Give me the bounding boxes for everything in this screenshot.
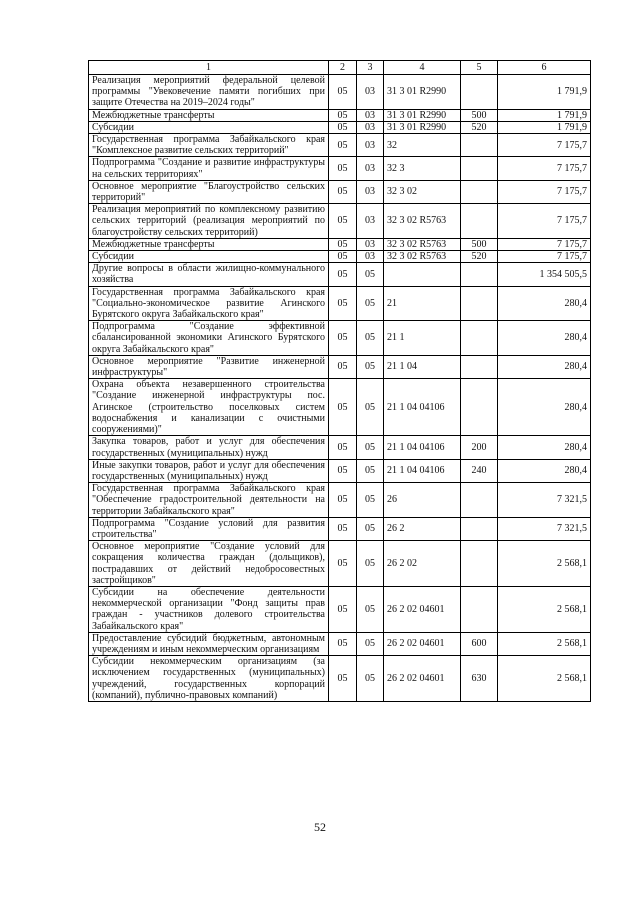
cell-amount: 2 568,1 bbox=[498, 632, 591, 655]
cell-name: Основное мероприятие "Создание условий для сокращения количества граждан (дольщиков), пострадавших от действий недобросовестных застройщиков" bbox=[89, 541, 329, 587]
cell-expense-type bbox=[461, 321, 498, 356]
cell-expense-type: 240 bbox=[461, 459, 498, 482]
cell-section: 05 bbox=[329, 656, 357, 702]
cell-target-article: 21 1 04 04106 bbox=[384, 379, 461, 436]
cell-section: 05 bbox=[329, 459, 357, 482]
cell-subsection: 03 bbox=[357, 251, 384, 263]
cell-amount: 280,4 bbox=[498, 459, 591, 482]
table-row bbox=[89, 75, 591, 110]
table-row bbox=[89, 109, 591, 121]
table-row bbox=[89, 632, 591, 655]
table-row bbox=[89, 586, 591, 632]
cell-name: Охрана объекта незавершенного строительства "Создание инженерной инфраструктуры пос. Агинское (строительство поселковых систем водоснабжения и канализации с очистными сооружениями)" bbox=[89, 379, 329, 436]
cell-section: 05 bbox=[329, 379, 357, 436]
cell-section: 05 bbox=[329, 157, 357, 180]
table-row bbox=[89, 204, 591, 239]
cell-amount: 7 175,7 bbox=[498, 157, 591, 180]
cell-name: Субсидии bbox=[89, 121, 329, 133]
cell-section: 05 bbox=[329, 263, 357, 286]
cell-amount: 2 568,1 bbox=[498, 656, 591, 702]
cell-section: 05 bbox=[329, 483, 357, 518]
table-row bbox=[89, 157, 591, 180]
cell-section: 05 bbox=[329, 586, 357, 632]
cell-amount: 1 354 505,5 bbox=[498, 263, 591, 286]
cell-target-article: 31 3 01 R2990 bbox=[384, 109, 461, 121]
cell-name: Другие вопросы в области жилищно-коммунального хозяйства bbox=[89, 263, 329, 286]
table-row bbox=[89, 121, 591, 133]
cell-expense-type: 520 bbox=[461, 121, 498, 133]
cell-expense-type: 200 bbox=[461, 436, 498, 459]
cell-name: Предоставление субсидий бюджетным, автономным учреждениям и иным некоммерческим организациям bbox=[89, 632, 329, 655]
cell-target-article: 26 bbox=[384, 483, 461, 518]
cell-target-article: 26 2 02 bbox=[384, 541, 461, 587]
cell-subsection: 05 bbox=[357, 459, 384, 482]
cell-expense-type bbox=[461, 180, 498, 203]
header-col-3: 3 bbox=[357, 61, 384, 75]
table-row bbox=[89, 180, 591, 203]
cell-name: Государственная программа Забайкальского края "Социально-экономическое развитие Агинского Бурятского округа Забайкальского края" bbox=[89, 286, 329, 321]
cell-name: Субсидии bbox=[89, 251, 329, 263]
table-row bbox=[89, 355, 591, 378]
cell-section: 05 bbox=[329, 75, 357, 110]
cell-section: 05 bbox=[329, 632, 357, 655]
cell-section: 05 bbox=[329, 517, 357, 540]
budget-table-sheet bbox=[88, 60, 590, 702]
header-col-6: 6 bbox=[498, 61, 591, 75]
table-row bbox=[89, 517, 591, 540]
cell-subsection: 05 bbox=[357, 263, 384, 286]
cell-subsection: 05 bbox=[357, 355, 384, 378]
cell-subsection: 03 bbox=[357, 238, 384, 250]
cell-expense-type: 630 bbox=[461, 656, 498, 702]
cell-target-article: 32 3 02 R5763 bbox=[384, 251, 461, 263]
cell-subsection: 05 bbox=[357, 632, 384, 655]
cell-amount: 7 321,5 bbox=[498, 483, 591, 518]
cell-target-article: 32 3 02 R5763 bbox=[384, 238, 461, 250]
cell-name: Основное мероприятие "Благоустройство сельских территорий" bbox=[89, 180, 329, 203]
cell-target-article: 32 3 02 bbox=[384, 180, 461, 203]
cell-target-article: 26 2 bbox=[384, 517, 461, 540]
cell-subsection: 05 bbox=[357, 286, 384, 321]
cell-expense-type: 500 bbox=[461, 109, 498, 121]
cell-subsection: 03 bbox=[357, 204, 384, 239]
cell-expense-type: 500 bbox=[461, 238, 498, 250]
cell-name: Подпрограмма "Создание эффективной сбалансированной экономики Агинского Бурятского округа Забайкальского края" bbox=[89, 321, 329, 356]
cell-name: Закупка товаров, работ и услуг для обеспечения государственных (муниципальных) нужд bbox=[89, 436, 329, 459]
cell-subsection: 05 bbox=[357, 541, 384, 587]
cell-name: Реализация мероприятий по комплексному развитию сельских территорий (реализация мероприятий по благоустройству сельских территорий) bbox=[89, 204, 329, 239]
cell-expense-type bbox=[461, 517, 498, 540]
cell-target-article: 32 3 bbox=[384, 157, 461, 180]
cell-amount: 2 568,1 bbox=[498, 541, 591, 587]
table-row bbox=[89, 251, 591, 263]
header-col-1: 1 bbox=[89, 61, 329, 75]
cell-subsection: 05 bbox=[357, 586, 384, 632]
cell-target-article: 26 2 02 04601 bbox=[384, 632, 461, 655]
cell-expense-type bbox=[461, 286, 498, 321]
cell-amount: 280,4 bbox=[498, 321, 591, 356]
cell-section: 05 bbox=[329, 436, 357, 459]
cell-expense-type bbox=[461, 483, 498, 518]
cell-subsection: 03 bbox=[357, 75, 384, 110]
cell-subsection: 03 bbox=[357, 121, 384, 133]
cell-amount: 280,4 bbox=[498, 355, 591, 378]
cell-target-article: 21 1 04 04106 bbox=[384, 459, 461, 482]
cell-expense-type bbox=[461, 134, 498, 157]
cell-name: Субсидии на обеспечение деятельности некоммерческой организации "Фонд защиты прав граждан - участников долевого строительства Забайкальского края" bbox=[89, 586, 329, 632]
page-number: 52 bbox=[314, 820, 326, 834]
cell-target-article: 31 3 01 R2990 bbox=[384, 121, 461, 133]
cell-section: 05 bbox=[329, 121, 357, 133]
cell-section: 05 bbox=[329, 286, 357, 321]
cell-subsection: 05 bbox=[357, 436, 384, 459]
header-col-5: 5 bbox=[461, 61, 498, 75]
cell-section: 05 bbox=[329, 251, 357, 263]
cell-expense-type bbox=[461, 204, 498, 239]
cell-expense-type bbox=[461, 586, 498, 632]
table-row bbox=[89, 459, 591, 482]
cell-section: 05 bbox=[329, 134, 357, 157]
table-row bbox=[89, 286, 591, 321]
cell-subsection: 03 bbox=[357, 180, 384, 203]
cell-target-article: 21 bbox=[384, 286, 461, 321]
cell-expense-type bbox=[461, 157, 498, 180]
cell-amount: 7 175,7 bbox=[498, 251, 591, 263]
cell-target-article: 21 1 04 04106 bbox=[384, 436, 461, 459]
table-row bbox=[89, 483, 591, 518]
cell-amount: 1 791,9 bbox=[498, 109, 591, 121]
table-row bbox=[89, 656, 591, 702]
table-row bbox=[89, 541, 591, 587]
cell-target-article: 26 2 02 04601 bbox=[384, 586, 461, 632]
cell-amount: 2 568,1 bbox=[498, 586, 591, 632]
cell-name: Иные закупки товаров, работ и услуг для обеспечения государственных (муниципальных) нужд bbox=[89, 459, 329, 482]
cell-subsection: 05 bbox=[357, 321, 384, 356]
cell-target-article: 32 bbox=[384, 134, 461, 157]
cell-subsection: 05 bbox=[357, 517, 384, 540]
header-col-2: 2 bbox=[329, 61, 357, 75]
cell-name: Государственная программа Забайкальского края "Комплексное развитие сельских территорий" bbox=[89, 134, 329, 157]
cell-amount: 7 321,5 bbox=[498, 517, 591, 540]
cell-target-article: 26 2 02 04601 bbox=[384, 656, 461, 702]
table-row bbox=[89, 263, 591, 286]
cell-name: Межбюджетные трансферты bbox=[89, 238, 329, 250]
cell-expense-type bbox=[461, 263, 498, 286]
cell-expense-type bbox=[461, 379, 498, 436]
cell-target-article: 21 1 04 bbox=[384, 355, 461, 378]
cell-name: Межбюджетные трансферты bbox=[89, 109, 329, 121]
cell-target-article bbox=[384, 263, 461, 286]
cell-target-article: 31 3 01 R2990 bbox=[384, 75, 461, 110]
cell-amount: 280,4 bbox=[498, 379, 591, 436]
cell-section: 05 bbox=[329, 238, 357, 250]
cell-section: 05 bbox=[329, 109, 357, 121]
header-col-4: 4 bbox=[384, 61, 461, 75]
cell-amount: 280,4 bbox=[498, 436, 591, 459]
table-row bbox=[89, 134, 591, 157]
cell-subsection: 03 bbox=[357, 134, 384, 157]
cell-name: Субсидии некоммерческим организациям (за исключением государственных (муниципальных) учреждений, государственных корпораций (компаний), публично-правовых компаний) bbox=[89, 656, 329, 702]
cell-expense-type: 520 bbox=[461, 251, 498, 263]
table-row bbox=[89, 238, 591, 250]
cell-section: 05 bbox=[329, 180, 357, 203]
cell-subsection: 05 bbox=[357, 483, 384, 518]
cell-expense-type bbox=[461, 541, 498, 587]
cell-subsection: 05 bbox=[357, 379, 384, 436]
cell-section: 05 bbox=[329, 204, 357, 239]
table-row bbox=[89, 379, 591, 436]
table-row bbox=[89, 436, 591, 459]
cell-subsection: 05 bbox=[357, 656, 384, 702]
cell-name: Подпрограмма "Создание и развитие инфраструктуры на сельских территориях" bbox=[89, 157, 329, 180]
budget-table bbox=[88, 60, 591, 702]
header-row bbox=[89, 61, 591, 75]
cell-subsection: 03 bbox=[357, 109, 384, 121]
cell-target-article: 32 3 02 R5763 bbox=[384, 204, 461, 239]
table-row bbox=[89, 321, 591, 356]
cell-amount: 1 791,9 bbox=[498, 75, 591, 110]
cell-amount: 1 791,9 bbox=[498, 121, 591, 133]
cell-amount: 7 175,7 bbox=[498, 238, 591, 250]
cell-expense-type: 600 bbox=[461, 632, 498, 655]
cell-expense-type bbox=[461, 355, 498, 378]
cell-subsection: 03 bbox=[357, 157, 384, 180]
cell-expense-type bbox=[461, 75, 498, 110]
cell-section: 05 bbox=[329, 321, 357, 356]
cell-amount: 7 175,7 bbox=[498, 180, 591, 203]
cell-section: 05 bbox=[329, 355, 357, 378]
cell-name: Реализация мероприятий федеральной целевой программы "Увековечение памяти погибших при защите Отечества на 2019–2024 годы" bbox=[89, 75, 329, 110]
cell-name: Государственная программа Забайкальского края "Обеспечение градостроительной деятельности на территории Забайкальского края" bbox=[89, 483, 329, 518]
cell-target-article: 21 1 bbox=[384, 321, 461, 356]
cell-name: Подпрограмма "Создание условий для развития строительства" bbox=[89, 517, 329, 540]
cell-amount: 280,4 bbox=[498, 286, 591, 321]
cell-name: Основное мероприятие "Развитие инженерной инфраструктуры" bbox=[89, 355, 329, 378]
cell-amount: 7 175,7 bbox=[498, 204, 591, 239]
cell-section: 05 bbox=[329, 541, 357, 587]
cell-amount: 7 175,7 bbox=[498, 134, 591, 157]
